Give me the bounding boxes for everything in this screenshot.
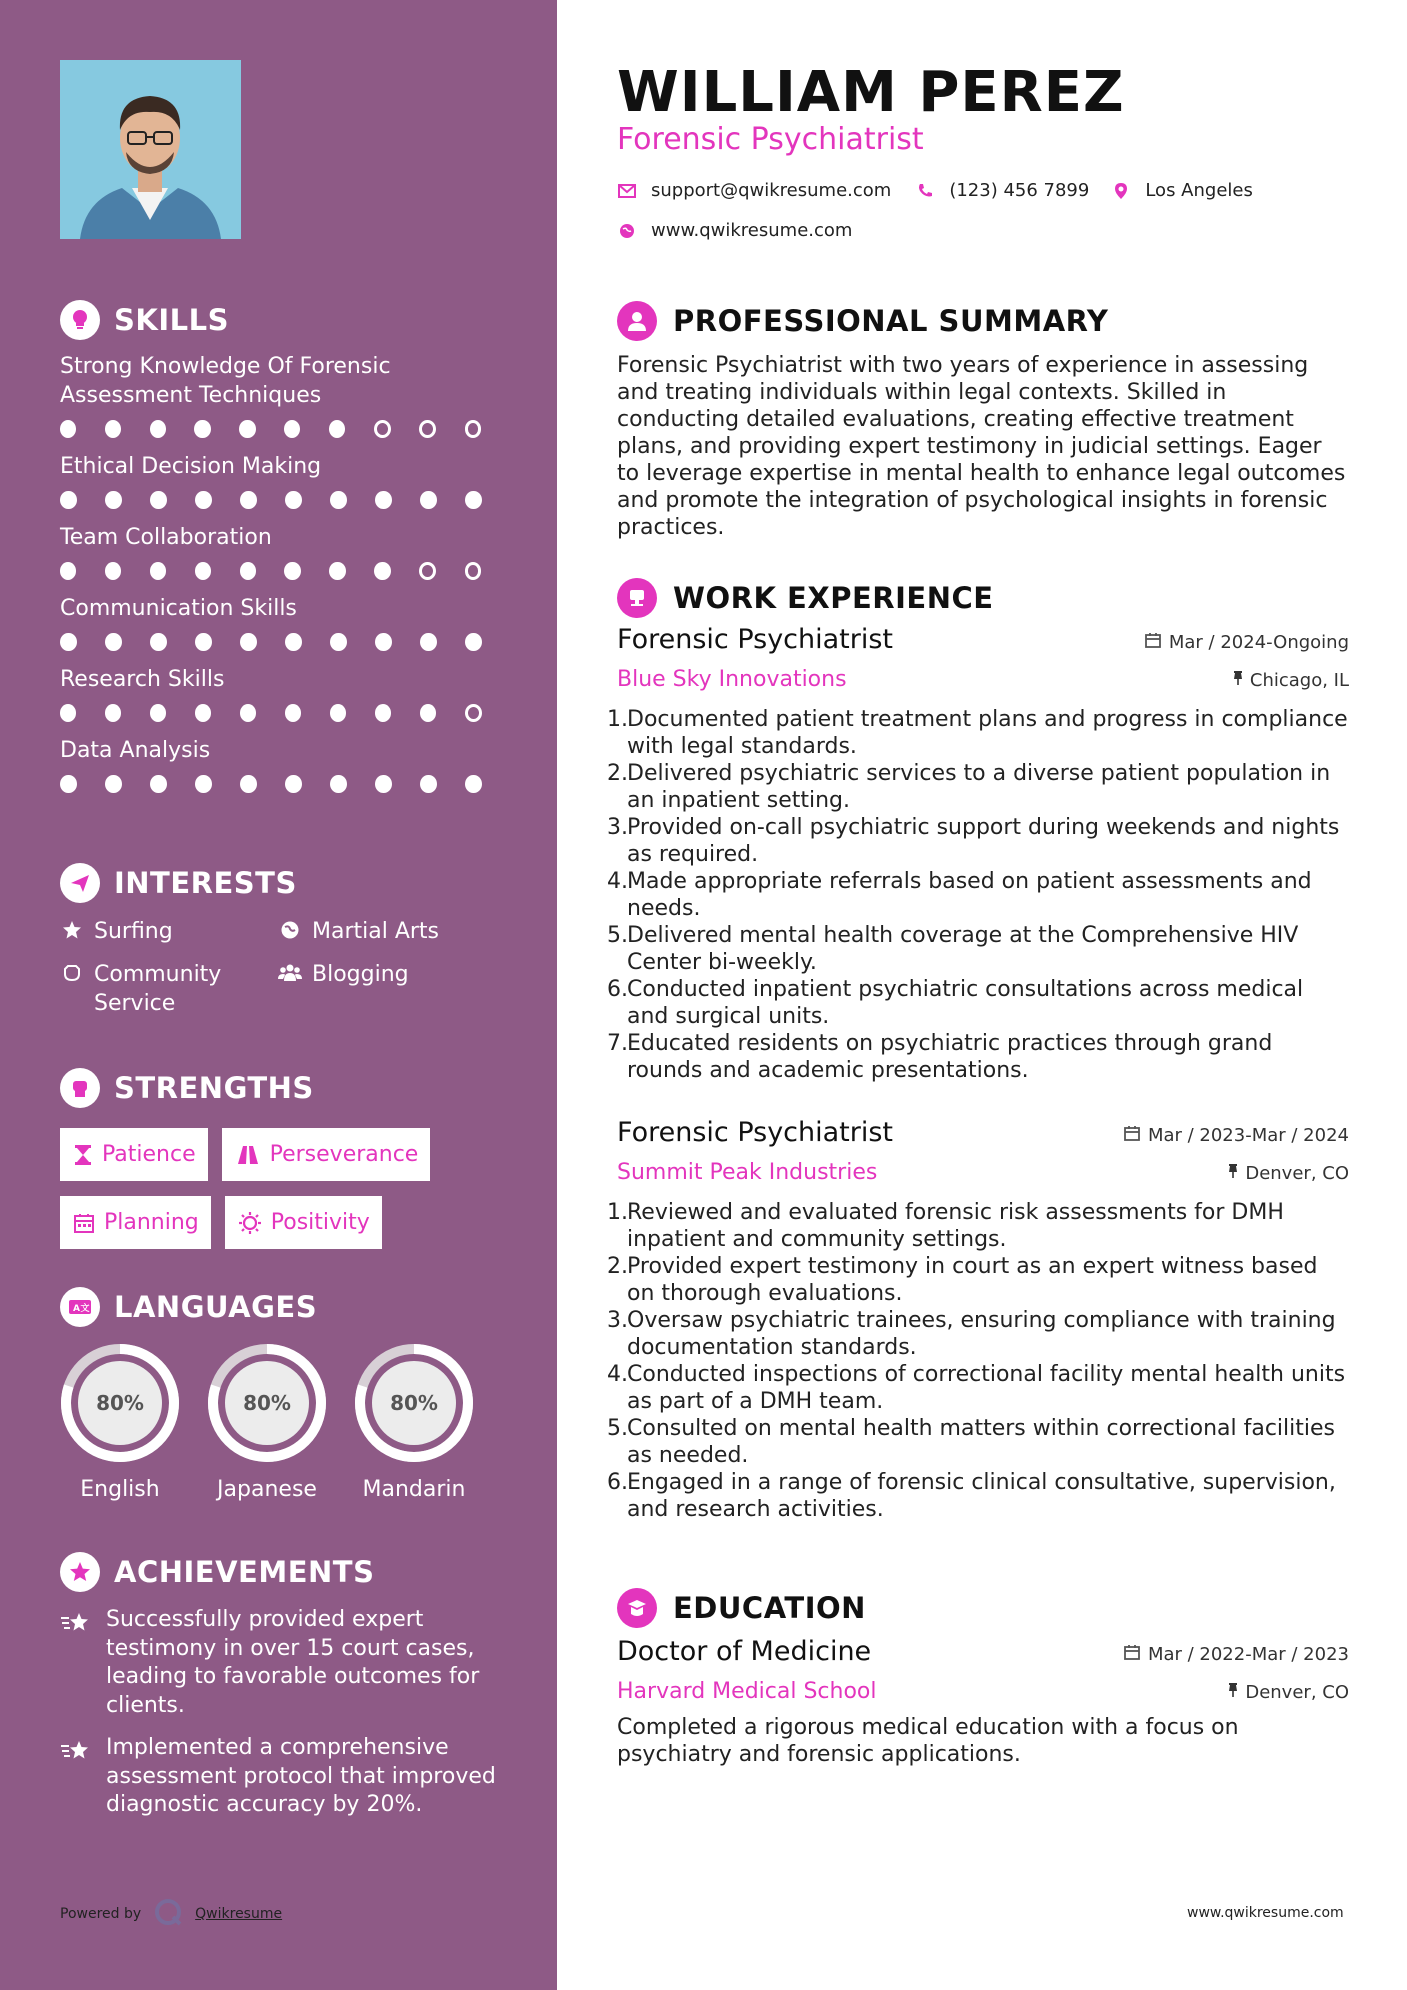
calendar-icon: [1124, 1125, 1140, 1146]
skill-item: [60, 594, 510, 653]
skills-section: [60, 300, 510, 795]
job-bullet: [607, 868, 1349, 922]
interest-item: [278, 917, 498, 946]
bullet-text: Provided expert testimony in court as an expert witness based on thorough evaluations.: [627, 1254, 1318, 1306]
rating-dot: [329, 562, 345, 580]
skill-name: Communication Skills: [60, 596, 297, 621]
job-entry: [607, 1117, 1349, 1523]
education-text: Completed a rigorous medical education with a focus on psychiatry and forensic applications.: [617, 1715, 1239, 1767]
pushpin-icon: [1227, 1682, 1239, 1703]
rating-dot: [105, 775, 122, 793]
job-entry: [607, 624, 1349, 1084]
rating-dot: [419, 562, 436, 580]
skill-item: [60, 523, 510, 582]
hourglass-icon: [74, 1144, 92, 1166]
skills-heading: SKILLS: [60, 300, 510, 340]
strength-tag: [225, 1196, 382, 1249]
rating-dot: [60, 420, 76, 438]
skill-name: Team Collaboration: [60, 525, 272, 550]
calendar-icon: [1145, 632, 1161, 653]
bullet-number: 3.: [607, 1308, 628, 1333]
lightbulb-icon: [60, 300, 100, 340]
badge-star-icon: [60, 1552, 100, 1592]
job-title: Forensic Psychiatrist: [617, 1117, 894, 1148]
interest-label: Martial Arts: [312, 919, 440, 944]
rating-dot: [195, 491, 212, 509]
job-bullet: [607, 1253, 1349, 1307]
skill-item: [60, 352, 510, 440]
bullet-text: Provided on-call psychiatric support during weekends and nights as required.: [627, 815, 1340, 867]
rating-dot: [284, 562, 300, 580]
road-icon: [236, 1145, 260, 1165]
achievement-text: Implemented a comprehensive assessment protocol that improved diagnostic accuracy by 20%.: [106, 1735, 496, 1817]
interest-item: [278, 960, 498, 1018]
rating-dot: [60, 633, 77, 651]
bullet-number: 2.: [607, 761, 628, 786]
paper-plane-icon: [60, 863, 100, 903]
language-name: English: [80, 1477, 160, 1502]
bullet-number: 1.: [607, 707, 628, 732]
interests-heading: INTERESTS: [60, 863, 510, 903]
rating-dot: [105, 562, 121, 580]
language-item: [60, 1343, 180, 1502]
education-school: Harvard Medical School: [617, 1679, 877, 1704]
bullet-text: Conducted inspections of correctional facility mental health units as part of a DMH team.: [627, 1362, 1346, 1414]
qwikresume-logo-icon: [153, 1897, 183, 1931]
rating-dot: [239, 420, 255, 438]
bullet-text: Consulted on mental health matters within correctional facilities as needed.: [627, 1416, 1336, 1468]
skill-item: [60, 452, 510, 511]
interest-item: [60, 917, 278, 946]
job-bullet: [607, 1030, 1349, 1084]
bullet-text: Made appropriate referrals based on patient assessments and needs.: [627, 869, 1312, 921]
users-icon: [278, 960, 302, 986]
rating-dot: [240, 562, 256, 580]
achievement-item: [60, 1734, 510, 1820]
bullet-number: 4.: [607, 1362, 628, 1387]
job-date: Mar / 2023-Mar / 2024: [1124, 1125, 1349, 1146]
strength-tag: [222, 1128, 431, 1181]
education-degree: Doctor of Medicine: [617, 1636, 872, 1667]
languages-heading: A文 LANGUAGES: [60, 1287, 510, 1327]
strength-label: Perseverance: [269, 1142, 419, 1167]
rating-dot: [375, 633, 392, 651]
rating-dot: [375, 704, 391, 722]
rating-dot: [240, 633, 257, 651]
briefcase-icon: [617, 578, 657, 618]
calendar-icon: [74, 1213, 94, 1233]
rating-dot: [150, 775, 167, 793]
skill-rating: [60, 491, 510, 511]
candidate-title: Forensic Psychiatrist: [617, 122, 924, 157]
language-item: [207, 1343, 327, 1502]
job-bullet: [607, 1415, 1349, 1469]
strength-tag: [60, 1196, 211, 1249]
rating-dot: [195, 775, 212, 793]
education-date: Mar / 2022-Mar / 2023: [1124, 1644, 1349, 1665]
rating-dot: [420, 491, 437, 509]
rating-dot: [465, 633, 482, 651]
graduate-icon: [617, 1588, 657, 1628]
calendar-icon: [1124, 1644, 1140, 1665]
skill-rating: [60, 562, 510, 582]
footer-url[interactable]: www.qwikresume.com: [1187, 1905, 1344, 1921]
language-item: [354, 1343, 474, 1502]
star-icon: [60, 917, 84, 943]
skill-name: Research Skills: [60, 667, 225, 692]
bullet-text: Delivered mental health coverage at the Comprehensive HIV Center bi-weekly.: [627, 923, 1299, 975]
rating-dot: [150, 633, 167, 651]
achievement-item: [60, 1606, 510, 1720]
bullet-number: 2.: [607, 1254, 628, 1279]
bullet-number: 5.: [607, 1416, 628, 1441]
sidebar: [0, 0, 557, 1990]
strengths-heading: STRENGTHS: [60, 1068, 510, 1108]
map-pin-icon: [1111, 181, 1131, 201]
contact-website[interactable]: www.qwikresume.com: [651, 220, 853, 241]
skills-list: [60, 352, 510, 795]
job-company: Summit Peak Industries: [617, 1160, 878, 1185]
powered-by: [60, 1897, 282, 1931]
education-location: Denver, CO: [1227, 1682, 1349, 1703]
globe-icon: [617, 221, 637, 241]
experience-heading: WORK EXPERIENCE: [617, 578, 994, 618]
language-percent: 80%: [96, 1391, 144, 1415]
achievements-heading: ACHIEVEMENTS: [60, 1552, 510, 1592]
skill-item: [60, 665, 510, 724]
job-company: Blue Sky Innovations: [617, 667, 847, 692]
job-bullet: [607, 1361, 1349, 1415]
rating-dot: [105, 633, 122, 651]
bullet-number: 1.: [607, 1200, 628, 1225]
rating-dot: [150, 704, 166, 722]
language-ring: [354, 1343, 474, 1463]
rating-dot: [150, 420, 166, 438]
rating-dot: [419, 420, 436, 438]
language-percent: 80%: [243, 1391, 291, 1415]
strengths-list: [60, 1128, 480, 1249]
job-bullet: [607, 1199, 1349, 1253]
rating-dot: [195, 633, 212, 651]
bullet-number: 7.: [607, 1031, 628, 1056]
bullet-text: Engaged in a range of forensic clinical consultative, supervision, and research activities.: [627, 1470, 1336, 1522]
bullet-text: Delivered psychiatric services to a diverse patient population in an inpatient setting.: [627, 761, 1331, 813]
job-bullet: [607, 814, 1349, 868]
bullet-number: 5.: [607, 923, 628, 948]
rating-dot: [375, 775, 392, 793]
job-location: Denver, CO: [1227, 1163, 1349, 1184]
skill-rating: [60, 775, 510, 795]
job-location: Chicago, IL: [1232, 670, 1349, 691]
education-heading: EDUCATION: [617, 1588, 866, 1628]
achievements-section: [60, 1552, 510, 1820]
languages-section: [60, 1287, 510, 1502]
bullet-number: 3.: [607, 815, 628, 840]
rating-dot: [60, 491, 77, 509]
hand-icon: [60, 960, 84, 986]
rating-dot: [465, 562, 482, 580]
rating-dot: [105, 704, 121, 722]
rating-dot: [285, 775, 302, 793]
interest-label: Surfing: [94, 919, 173, 944]
language-name: Mandarin: [362, 1477, 466, 1502]
rating-dot: [330, 491, 347, 509]
rating-dot: [195, 562, 211, 580]
job-bullet: [607, 922, 1349, 976]
rating-dot: [60, 775, 77, 793]
bullet-number: 4.: [607, 869, 628, 894]
rating-dot: [420, 633, 437, 651]
rating-dot: [240, 775, 257, 793]
rating-dot: [285, 491, 302, 509]
rating-dot: [330, 775, 347, 793]
profile-photo: [60, 60, 241, 239]
strength-label: Patience: [102, 1142, 196, 1167]
website-row: [617, 220, 852, 241]
pushpin-icon: [1232, 670, 1244, 691]
rating-dot: [465, 704, 482, 722]
rating-dot: [329, 420, 345, 438]
rating-dot: [105, 420, 121, 438]
strength-label: Planning: [104, 1210, 199, 1235]
rating-dot: [374, 562, 390, 580]
bullet-text: Reviewed and evaluated forensic risk assessments for DMH inpatient and community settings.: [627, 1200, 1284, 1252]
bullet-text: Documented patient treatment plans and progress in compliance with legal standards.: [627, 707, 1348, 759]
bullet-text: Oversaw psychiatric trainees, ensuring compliance with training documentation standards.: [627, 1308, 1336, 1360]
job-bullet: [607, 976, 1349, 1030]
rating-dot: [465, 775, 482, 793]
interests-section: [60, 863, 510, 1018]
job-bullet: [607, 1469, 1349, 1523]
contact-location: Los Angeles: [1145, 180, 1253, 201]
skill-rating: [60, 704, 510, 724]
rating-dot: [194, 420, 210, 438]
strength-label: Positivity: [270, 1210, 370, 1235]
skill-name: Data Analysis: [60, 738, 211, 763]
envelope-icon: [617, 181, 637, 201]
job-bullets: [607, 1199, 1349, 1523]
svg-text:A文: A文: [73, 1304, 90, 1314]
job-title: Forensic Psychiatrist: [617, 624, 894, 655]
rating-dot: [150, 562, 166, 580]
job-date: Mar / 2024-Ongoing: [1145, 632, 1349, 653]
language-icon: [60, 1287, 100, 1327]
summary-text: Forensic Psychiatrist with two years of experience in assessing and treating individuals within legal contexts. Skilled in conducting detailed evaluations, creating effective treatment plans, and providing expert testimony in judicial settings. Eager to leverage expertise in mental health to enhance legal outcomes and promote the integration of psychological insights in forensic practices.: [617, 353, 1346, 540]
language-ring: [60, 1343, 180, 1463]
qwikresume-link[interactable]: Qwikresume: [195, 1906, 283, 1922]
job-bullet: [607, 1307, 1349, 1361]
sun-icon: [239, 1212, 261, 1234]
skill-rating: [60, 420, 510, 440]
strength-tag: [60, 1128, 208, 1181]
education-entry: [617, 1636, 1349, 1768]
rating-dot: [330, 633, 347, 651]
bullet-number: 6.: [607, 1470, 628, 1495]
rating-dot: [420, 704, 436, 722]
interests-list: [60, 917, 510, 1018]
contact-email[interactable]: support@qwikresume.com: [651, 180, 892, 201]
rating-dot: [195, 704, 211, 722]
language-percent: 80%: [390, 1391, 438, 1415]
skill-name: Ethical Decision Making: [60, 454, 322, 479]
rating-dot: [60, 704, 76, 722]
rating-dot: [285, 633, 302, 651]
contact-phone[interactable]: (123) 456 7899: [949, 180, 1090, 201]
job-bullet: [607, 760, 1349, 814]
rating-dot: [240, 704, 256, 722]
rating-dot: [60, 562, 76, 580]
rating-dot: [420, 775, 437, 793]
shooting-star-icon: [60, 1606, 94, 1720]
interest-label: Blogging: [312, 962, 409, 987]
pushpin-icon: [1227, 1163, 1239, 1184]
rating-dot: [375, 491, 392, 509]
bullet-text: Conducted inpatient psychiatric consultations across medical and surgical units.: [627, 977, 1304, 1029]
language-ring: [207, 1343, 327, 1463]
job-bullets: [607, 706, 1349, 1084]
rating-dot: [465, 491, 482, 509]
rating-dot: [105, 491, 122, 509]
powered-by-label: Powered by: [60, 1906, 142, 1922]
achievements-list: [60, 1606, 510, 1820]
bullet-text: Educated residents on psychiatric practices through grand rounds and academic presentations.: [627, 1031, 1273, 1083]
skill-name: Strong Knowledge Of Forensic Assessment Techniques: [60, 354, 391, 408]
language-name: Japanese: [217, 1477, 317, 1502]
strengths-section: [60, 1068, 510, 1249]
rating-dot: [374, 420, 391, 438]
bullet-number: 6.: [607, 977, 628, 1002]
skill-rating: [60, 633, 510, 653]
rating-dot: [285, 704, 301, 722]
contact-row: [617, 180, 1253, 201]
rating-dot: [330, 704, 346, 722]
skill-item: [60, 736, 510, 795]
interest-label: Community Service: [94, 962, 222, 1016]
summary-heading: PROFESSIONAL SUMMARY: [617, 301, 1108, 341]
rating-dot: [150, 491, 167, 509]
rating-dot: [465, 420, 482, 438]
fist-icon: [60, 1068, 100, 1108]
achievement-text: Successfully provided expert testimony in over 15 court cases, leading to favorable outcomes for clients.: [106, 1607, 480, 1718]
user-icon: [617, 301, 657, 341]
rating-dot: [240, 491, 257, 509]
rating-dot: [284, 420, 300, 438]
candidate-name: WILLIAM PEREZ: [617, 60, 1125, 125]
globe-icon: [278, 917, 302, 943]
languages-list: [60, 1343, 510, 1502]
shooting-star-icon: [60, 1734, 94, 1820]
interest-item: [60, 960, 278, 1018]
job-bullet: [607, 706, 1349, 760]
phone-icon: [915, 181, 935, 201]
